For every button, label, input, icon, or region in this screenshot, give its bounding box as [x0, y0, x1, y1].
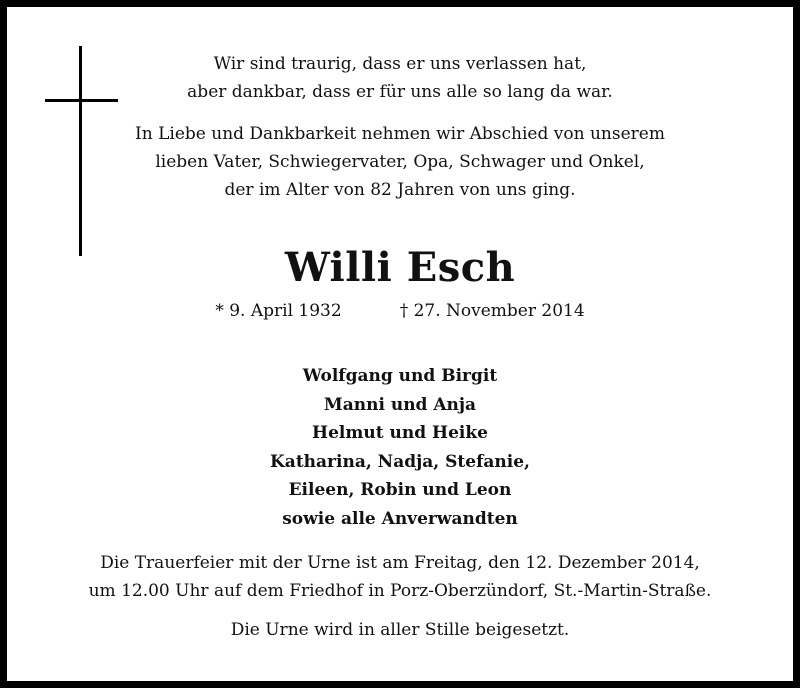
- family-line: Helmut und Heike: [312, 423, 488, 443]
- deceased-name: Willi Esch: [284, 244, 516, 291]
- family-line: sowie alle Anverwandten: [282, 508, 518, 529]
- family-list: [0, 362, 800, 533]
- ceremony-line: Die Trauerfeier mit der Urne ist am Freitag, den 12. Dezember 2014,: [100, 553, 700, 573]
- family-line: Katharina, Nadja, Stefanie,: [270, 451, 530, 472]
- intro-line: lieben Vater, Schwiegervater, Opa, Schwager und Onkel,: [155, 152, 645, 172]
- family-line: Manni und Anja: [323, 394, 477, 415]
- intro-line: der im Alter von 82 Jahren von uns ging.: [224, 180, 576, 200]
- ceremony-line: um 12.00 Uhr auf dem Friedhof in Porz-Oberzündorf, St.-Martin-Straße.: [88, 581, 712, 601]
- intro-line: In Liebe und Dankbarkeit nehmen wir Abschied von unserem: [135, 124, 665, 144]
- family-line: Eileen, Robin und Leon: [288, 480, 512, 500]
- life-dates: [0, 297, 800, 325]
- death-date: † 27. November 2014: [399, 301, 585, 321]
- intro-text: [0, 120, 800, 204]
- burial-note: [0, 616, 800, 644]
- verse-line: aber dankbar, dass er für uns alle so lang da war.: [187, 82, 613, 102]
- ceremony-info: [0, 549, 800, 605]
- family-line: Wolfgang und Birgit: [302, 366, 498, 386]
- verse-line: Wir sind traurig, dass er uns verlassen hat,: [213, 54, 587, 74]
- burial-note-text: Die Urne wird in aller Stille beigesetzt.: [230, 620, 570, 640]
- birth-date: * 9. April 1932: [215, 301, 342, 321]
- verse: [0, 50, 800, 106]
